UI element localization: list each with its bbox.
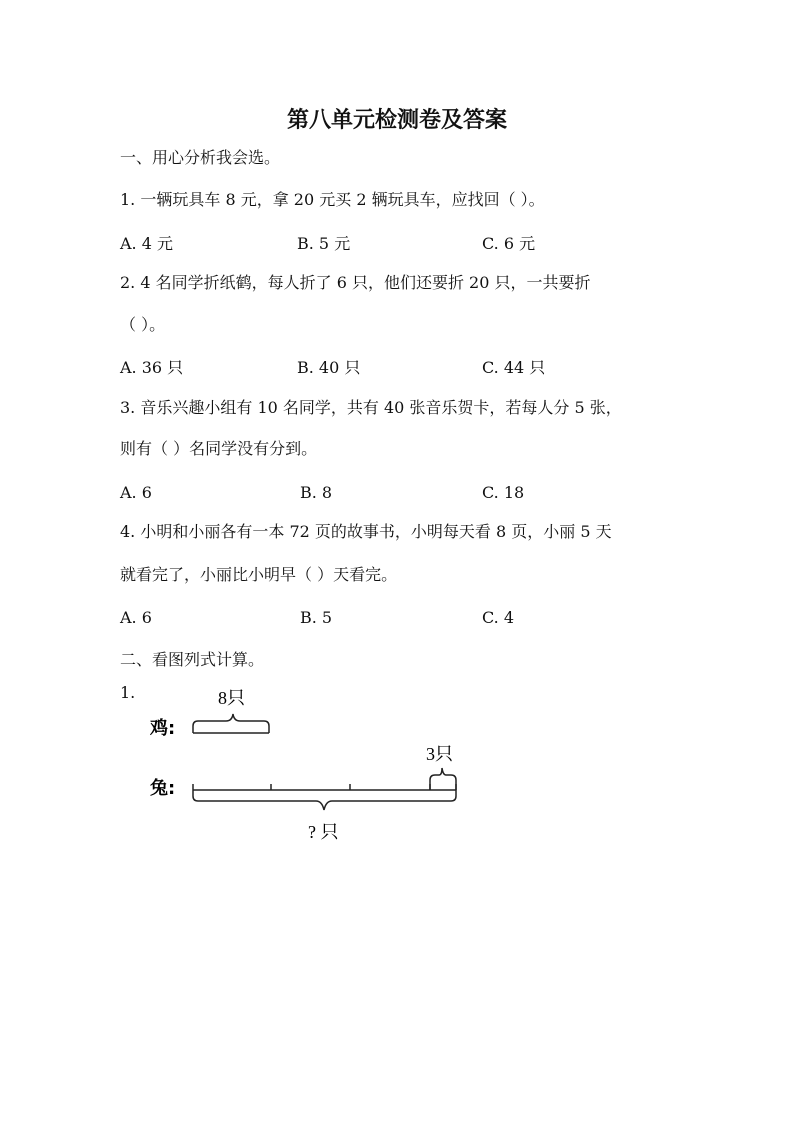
question-1-option-b: B. 5 元 bbox=[297, 234, 351, 253]
section-2-question-1-number: 1. bbox=[120, 683, 136, 702]
section-2-heading: 二、看图列式计算。 bbox=[120, 650, 265, 669]
question-3-text-line2: 则有（ ）名同学没有分到。 bbox=[120, 439, 318, 458]
question-2-option-b: B. 40 只 bbox=[297, 358, 361, 377]
line-segment-diagram bbox=[140, 676, 480, 851]
rabbit-label: 兔: bbox=[150, 778, 176, 799]
chicken-label: 鸡: bbox=[150, 718, 176, 739]
rabbit-extra-label: 3只 bbox=[426, 744, 453, 764]
section-1-heading: 一、用心分析我会选。 bbox=[120, 148, 281, 167]
rabbit-extra-brace bbox=[430, 768, 456, 790]
question-3-text-line1: 3. 音乐兴趣小组有 10 名同学，共有 40 张音乐贺卡，若每人分 5 张， bbox=[120, 398, 622, 417]
question-1-option-a: A. 4 元 bbox=[120, 234, 173, 253]
question-4-option-a: A. 6 bbox=[120, 608, 152, 627]
chicken-brace bbox=[193, 714, 269, 733]
question-3-option-c: C. 18 bbox=[482, 483, 525, 502]
question-1-option-c: C. 6 元 bbox=[482, 234, 536, 253]
question-2-option-a: A. 36 只 bbox=[120, 358, 184, 377]
question-3-option-a: A. 6 bbox=[120, 483, 152, 502]
question-2-text-line1: 2. 4 名同学折纸鹤，每人折了 6 只，他们还要折 20 只，一共要折 bbox=[120, 273, 591, 292]
chicken-count-label: 8只 bbox=[218, 688, 245, 708]
rabbit-total-brace bbox=[193, 790, 456, 810]
question-3-option-b: B. 8 bbox=[300, 483, 333, 502]
page-title: 第八单元检测卷及答案 bbox=[286, 108, 507, 133]
question-4-option-b: B. 5 bbox=[300, 608, 333, 627]
rabbit-total-question: ? 只 bbox=[308, 822, 339, 842]
question-1-text: 1. 一辆玩具车 8 元，拿 20 元买 2 辆玩具车，应找回（ ）。 bbox=[120, 190, 545, 209]
question-2-option-c: C. 44 只 bbox=[482, 358, 546, 377]
question-2-text-line2: （ ）。 bbox=[120, 315, 166, 334]
question-4-option-c: C. 4 bbox=[482, 608, 515, 627]
question-4-text-line1: 4. 小明和小丽各有一本 72 页的故事书，小明每天看 8 页，小丽 5 天 bbox=[120, 522, 612, 541]
question-4-text-line2: 就看完了，小丽比小明早（ ）天看完。 bbox=[120, 565, 398, 584]
